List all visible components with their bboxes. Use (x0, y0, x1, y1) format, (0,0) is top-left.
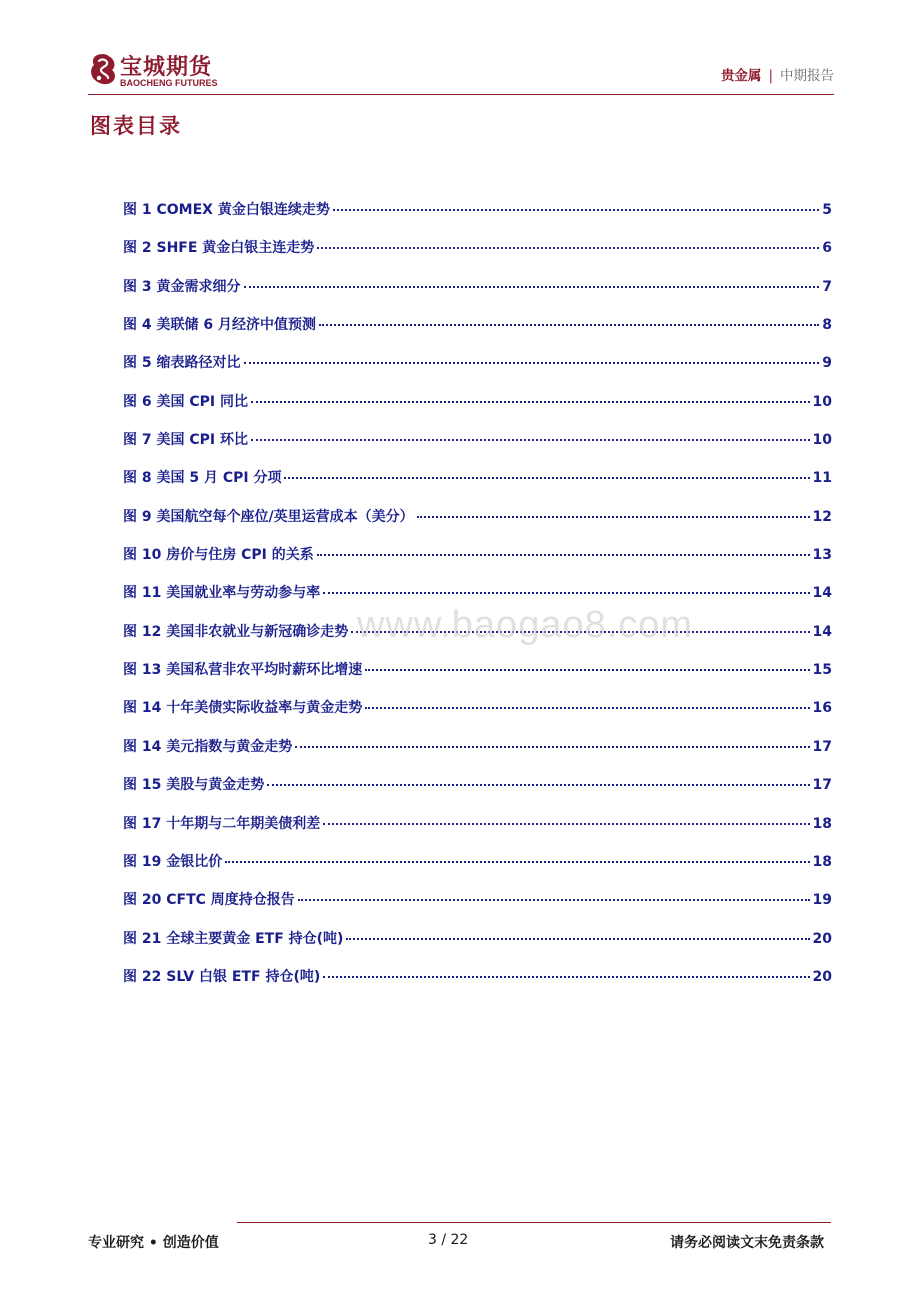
toc-leader-dots (284, 476, 809, 479)
toc-leader-dots (333, 208, 819, 211)
toc-entry[interactable] (123, 506, 832, 544)
toc-leader-dots (365, 706, 809, 709)
toc-entry-page: 14 (812, 585, 832, 602)
header-separator: | (768, 68, 773, 84)
toc-leader-dots (251, 438, 810, 441)
toc-leader-dots (319, 323, 819, 326)
header-divider (88, 94, 834, 95)
toc-leader-dots (365, 668, 809, 671)
logo-chinese-name: 宝城期货 (120, 54, 213, 80)
toc-entry-page: 12 (812, 508, 832, 525)
footer-disclaimer: 请务必阅读文末免责条款 (670, 1235, 824, 1251)
toc-leader-dots (317, 553, 810, 556)
toc-entry-page: 7 (822, 278, 832, 295)
toc-entry-page: 11 (812, 470, 832, 487)
toc-entry[interactable] (123, 276, 832, 314)
toc-entry-label: 图 20 CFTC 周度持仓报告 (123, 892, 295, 909)
toc-entry-label: 图 15 美股与黄金走势 (123, 777, 265, 794)
toc-entry[interactable] (123, 774, 832, 812)
toc-entry[interactable] (123, 391, 832, 429)
toc-leader-dots (267, 783, 809, 786)
toc-entry-page: 5 (822, 202, 832, 218)
page-header (88, 50, 834, 96)
logo-english-name: BAOCHENG FUTURES (120, 78, 218, 88)
company-logo (88, 50, 238, 90)
toc-entry-label: 图 13 美国私营非农平均时薪环比增速 (123, 662, 363, 679)
toc-entry[interactable] (123, 237, 832, 275)
toc-entry-label: 图 12 美国非农就业与新冠确诊走势 (123, 623, 349, 640)
toc-entry-page: 13 (812, 547, 832, 564)
footer-divider (237, 1222, 831, 1223)
toc-entry-label: 图 7 美国 CPI 环比 (123, 432, 248, 449)
toc-entry-label: 图 9 美国航空每个座位/英里运营成本（美分） (123, 508, 414, 525)
toc-entry-label: 图 17 十年期与二年期美债利差 (123, 815, 321, 832)
logo-mark-icon (88, 52, 118, 88)
toc-leader-dots (244, 285, 820, 288)
toc-entry[interactable] (123, 314, 832, 352)
toc-leader-dots (317, 246, 819, 249)
toc-entry[interactable] (123, 966, 832, 1004)
toc-leader-dots (298, 898, 810, 901)
toc-leader-dots (323, 822, 809, 825)
toc-entry-label: 图 6 美国 CPI 同比 (123, 393, 248, 410)
toc-entry-page: 8 (822, 317, 832, 334)
toc-entry-page: 9 (822, 355, 832, 372)
toc-entry-label: 图 2 SHFE 黄金白银主连走势 (123, 240, 315, 257)
toc-entry[interactable] (123, 889, 832, 927)
toc-entry-label: 图 10 房价与住房 CPI 的关系 (123, 547, 314, 564)
toc-leader-dots (295, 745, 809, 748)
toc-entry-page: 6 (822, 240, 832, 257)
toc-entry-label: 图 1 COMEX 黄金白银连续走势 (123, 202, 330, 218)
toc-leader-dots (346, 937, 809, 940)
toc-entry-label: 图 19 金银比价 (123, 853, 223, 870)
footer-slogan: 专业研究 • 创造价值 (88, 1235, 219, 1251)
toc-entry-page: 20 (812, 930, 832, 947)
toc-entry[interactable] (123, 467, 832, 505)
toc-entry-page: 16 (812, 700, 832, 717)
watermark: www.baogao8.com (357, 604, 694, 646)
toc-entry-page: 10 (812, 393, 832, 410)
toc-leader-dots (244, 361, 820, 364)
toc-entry-label: 图 4 美联储 6 月经济中值预测 (123, 317, 316, 334)
toc-entry-label: 图 8 美国 5 月 CPI 分项 (123, 470, 282, 487)
toc-entry-page: 15 (812, 662, 832, 679)
header-report-info (721, 64, 834, 84)
toc-leader-dots (323, 591, 809, 594)
toc-title: 图表目录 (90, 113, 182, 138)
toc-entry-page: 10 (812, 432, 832, 449)
toc-entry-page: 20 (812, 968, 832, 985)
report-category: 贵金属 (720, 68, 762, 84)
toc-entry-label: 图 21 全球主要黄金 ETF 持仓(吨) (123, 930, 344, 947)
toc-entry[interactable] (123, 659, 832, 697)
figure-list (123, 199, 832, 1004)
toc-entry[interactable] (123, 352, 832, 390)
toc-entry-page: 18 (812, 853, 832, 870)
toc-entry[interactable] (123, 736, 832, 774)
toc-entry-label: 图 14 十年美债实际收益率与黄金走势 (123, 700, 363, 717)
report-type: 中期报告 (780, 68, 834, 84)
toc-entry-page: 18 (812, 815, 832, 832)
page-number: 3 / 22 (428, 1232, 469, 1248)
toc-entry[interactable] (123, 928, 832, 966)
toc-entry-label: 图 5 缩表路径对比 (123, 355, 241, 372)
toc-leader-dots (251, 400, 810, 403)
toc-entry-label: 图 3 黄金需求细分 (123, 278, 241, 295)
toc-entry-label: 图 22 SLV 白银 ETF 持仓(吨) (123, 968, 321, 985)
toc-leader-dots (323, 975, 809, 978)
toc-entry-page: 17 (812, 777, 832, 794)
toc-entry[interactable] (123, 697, 832, 735)
toc-entry[interactable] (123, 199, 832, 237)
toc-entry[interactable] (123, 429, 832, 467)
toc-entry[interactable] (123, 544, 832, 582)
toc-entry-page: 14 (812, 623, 832, 640)
toc-entry-label: 图 11 美国就业率与劳动参与率 (123, 585, 321, 602)
toc-leader-dots (225, 860, 809, 863)
toc-leader-dots (417, 515, 810, 518)
toc-entry-page: 17 (812, 738, 832, 755)
toc-entry-label: 图 14 美元指数与黄金走势 (123, 738, 293, 755)
toc-entry[interactable] (123, 813, 832, 851)
toc-entry-page: 19 (812, 892, 832, 909)
toc-entry[interactable] (123, 851, 832, 889)
